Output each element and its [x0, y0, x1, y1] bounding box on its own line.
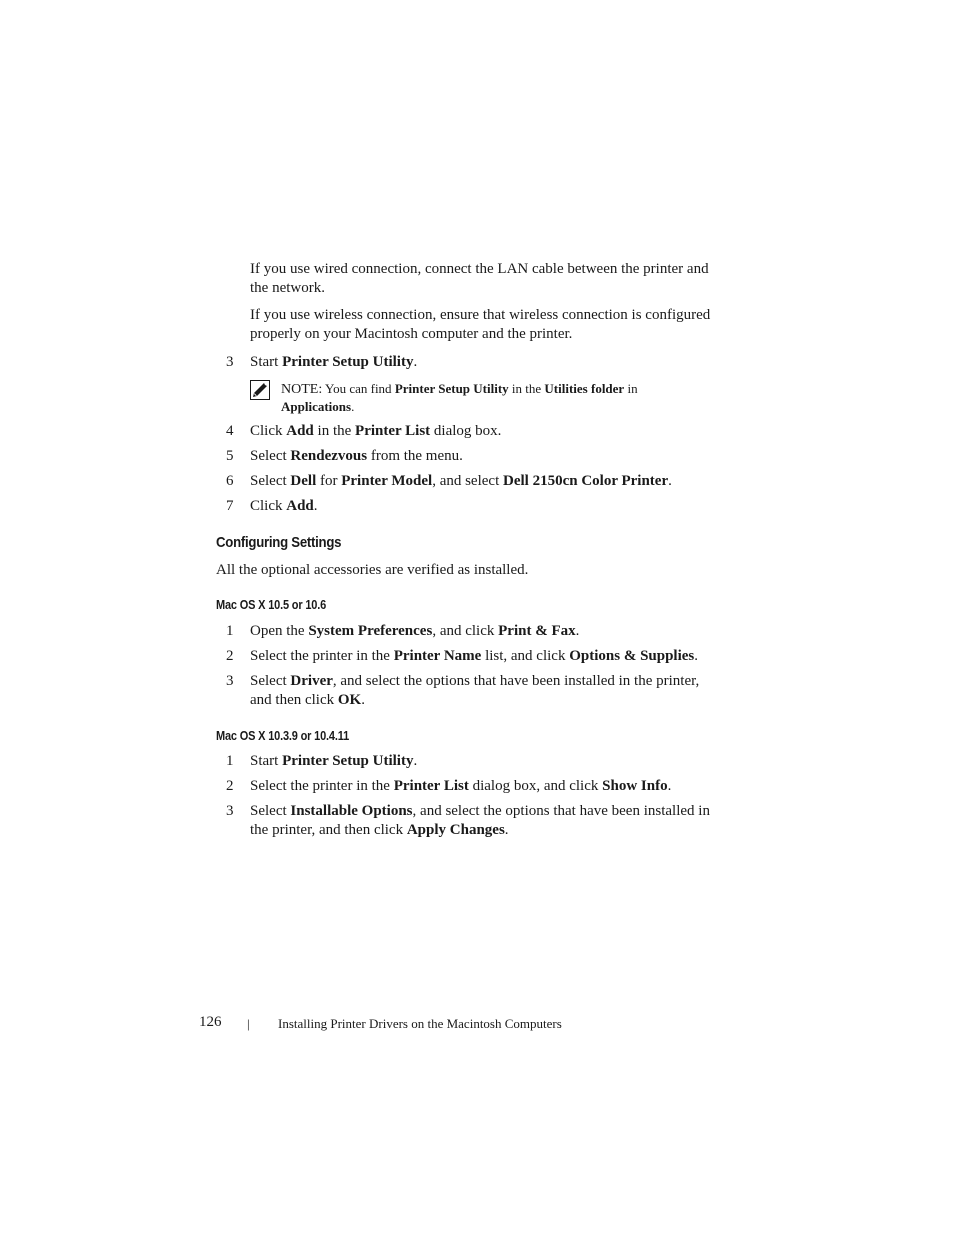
- step-item: [0, 472, 954, 491]
- subheading-mac-os-10-5: Mac OS X 10.5 or 10.6: [216, 598, 327, 612]
- intro-wired-line1: If you use wired connection, connect the LAN cable between the printer and: [250, 261, 709, 277]
- step-text-part: dialog box.: [430, 423, 502, 439]
- step-text-bold: Dell 2150cn Color Printer: [503, 473, 669, 489]
- step-text-bold: Printer Setup Utility: [282, 753, 414, 769]
- step-number: 4: [226, 423, 234, 439]
- step-text: [250, 447, 720, 466]
- step-text-part: the printer, and then click: [250, 822, 407, 838]
- intro-paragraph-wired: [250, 260, 720, 298]
- step-text-bold: Options & Supplies: [569, 648, 695, 664]
- step-text: [250, 497, 720, 516]
- step-text-part: .: [413, 354, 418, 370]
- step-number: 1: [226, 623, 234, 639]
- step-text-part: .: [575, 623, 580, 639]
- step-text-part: .: [504, 822, 509, 838]
- step-text-bold: OK: [337, 692, 362, 708]
- step-text-part: Start: [250, 753, 283, 769]
- step-text-bold: Add: [286, 423, 314, 439]
- step-item: [0, 672, 954, 710]
- note-text: You can find: [322, 381, 395, 396]
- note-text: in: [624, 381, 638, 396]
- step-number: 3: [226, 354, 234, 370]
- note-bold-applications: Applications: [281, 399, 352, 414]
- step-number: 3: [226, 803, 234, 819]
- step-text-bold: Installable Options: [290, 803, 413, 819]
- step-item: [0, 422, 954, 441]
- intro-paragraph-wireless: [250, 306, 720, 344]
- step-number: 7: [226, 498, 234, 514]
- note-bold-printer-setup-utility: Printer Setup Utility: [394, 381, 509, 396]
- step-text-part: .: [668, 473, 672, 489]
- step-text: [250, 672, 720, 710]
- step-item: [0, 647, 954, 666]
- step-text: [250, 752, 720, 771]
- step-item: [0, 752, 954, 771]
- step-text-bold: Apply Changes: [406, 822, 505, 838]
- intro-wireless-line2: properly on your Macintosh computer and the printer.: [250, 326, 573, 342]
- step-text-bold: Dell: [290, 473, 317, 489]
- step-item: [0, 353, 954, 372]
- subheading-mac-os-10-3-9: Mac OS X 10.3.9 or 10.4.11: [216, 729, 350, 743]
- step-text: [250, 802, 720, 840]
- step-text-part: .: [694, 648, 699, 664]
- step-number: 3: [226, 673, 234, 689]
- step-text: [250, 353, 720, 372]
- step-text-bold: Printer Name: [393, 648, 482, 664]
- note-block: [281, 380, 701, 415]
- step-number: 2: [226, 648, 234, 664]
- step-text-bold: Add: [286, 498, 314, 514]
- step-text-bold: Printer Model: [341, 473, 433, 489]
- step-text-bold: Show Info: [602, 778, 668, 794]
- step-text-part: Select: [250, 673, 291, 689]
- step-text-part: and then click: [250, 692, 338, 708]
- step-text-bold: Driver: [290, 673, 333, 689]
- step-text-part: .: [313, 498, 318, 514]
- step-item: [0, 497, 954, 516]
- step-text-bold: Print & Fax: [498, 623, 576, 639]
- step-text-part: Click: [250, 498, 287, 514]
- note-label: NOTE:: [281, 382, 323, 397]
- step-text-part: in the: [313, 423, 356, 439]
- note-bold-utilities-folder: Utilities folder: [544, 381, 625, 396]
- page-number: 126: [199, 1014, 222, 1030]
- step-text: [250, 622, 720, 641]
- step-text: [250, 777, 720, 796]
- step-number: 6: [226, 473, 234, 489]
- step-text-bold: System Preferences: [308, 623, 433, 639]
- section-description: All the optional accessories are verified as installed.: [216, 562, 529, 578]
- step-text-part: , and select: [432, 473, 503, 489]
- step-text-part: , and click: [432, 623, 499, 639]
- section-heading-configuring-settings: Configuring Settings: [216, 534, 342, 551]
- step-text-part: Open the: [250, 623, 309, 639]
- step-number: 5: [226, 448, 234, 464]
- step-text-part: Select: [250, 803, 291, 819]
- step-text-bold: Printer Setup Utility: [282, 354, 414, 370]
- note-text: in the: [508, 381, 545, 396]
- step-text-part: for: [316, 473, 342, 489]
- step-text-part: .: [667, 778, 672, 794]
- step-text-bold: Rendezvous: [290, 448, 368, 464]
- step-text-part: , and select the options that have been installed in: [412, 803, 710, 819]
- step-text-part: Select: [250, 448, 291, 464]
- step-text-part: list, and click: [481, 648, 570, 664]
- intro-wired-line2: the network.: [250, 280, 325, 296]
- step-item: [0, 622, 954, 641]
- intro-wireless-line1: If you use wireless connection, ensure that wireless connection is configured: [250, 307, 711, 323]
- step-text-part: Select the printer in the: [250, 648, 394, 664]
- step-text: [250, 422, 720, 441]
- step-text-part: .: [413, 753, 418, 769]
- step-text-part: Select the printer in the: [250, 778, 394, 794]
- step-text-bold: Printer List: [355, 423, 431, 439]
- step-text-bold: Printer List: [393, 778, 469, 794]
- step-item: [0, 802, 954, 840]
- step-number: 2: [226, 778, 234, 794]
- footer-separator: |: [247, 1016, 250, 1031]
- step-number: 1: [226, 753, 234, 769]
- note-pencil-icon: [250, 380, 270, 400]
- step-item: [0, 447, 954, 466]
- step-text-part: .: [361, 692, 365, 708]
- note-text: .: [351, 399, 355, 414]
- step-text-part: Start: [250, 354, 283, 370]
- step-text: [250, 647, 720, 666]
- step-text-part: dialog box, and click: [468, 778, 603, 794]
- step-text-part: Click: [250, 423, 287, 439]
- step-text-part: , and select the options that have been installed in the printer,: [332, 673, 700, 689]
- step-text-part: from the menu.: [367, 448, 463, 464]
- step-item: [0, 777, 954, 796]
- footer-chapter-title: Installing Printer Drivers on the Macintosh Computers: [278, 1016, 562, 1031]
- step-text-part: Select: [250, 473, 291, 489]
- step-text: [250, 472, 720, 491]
